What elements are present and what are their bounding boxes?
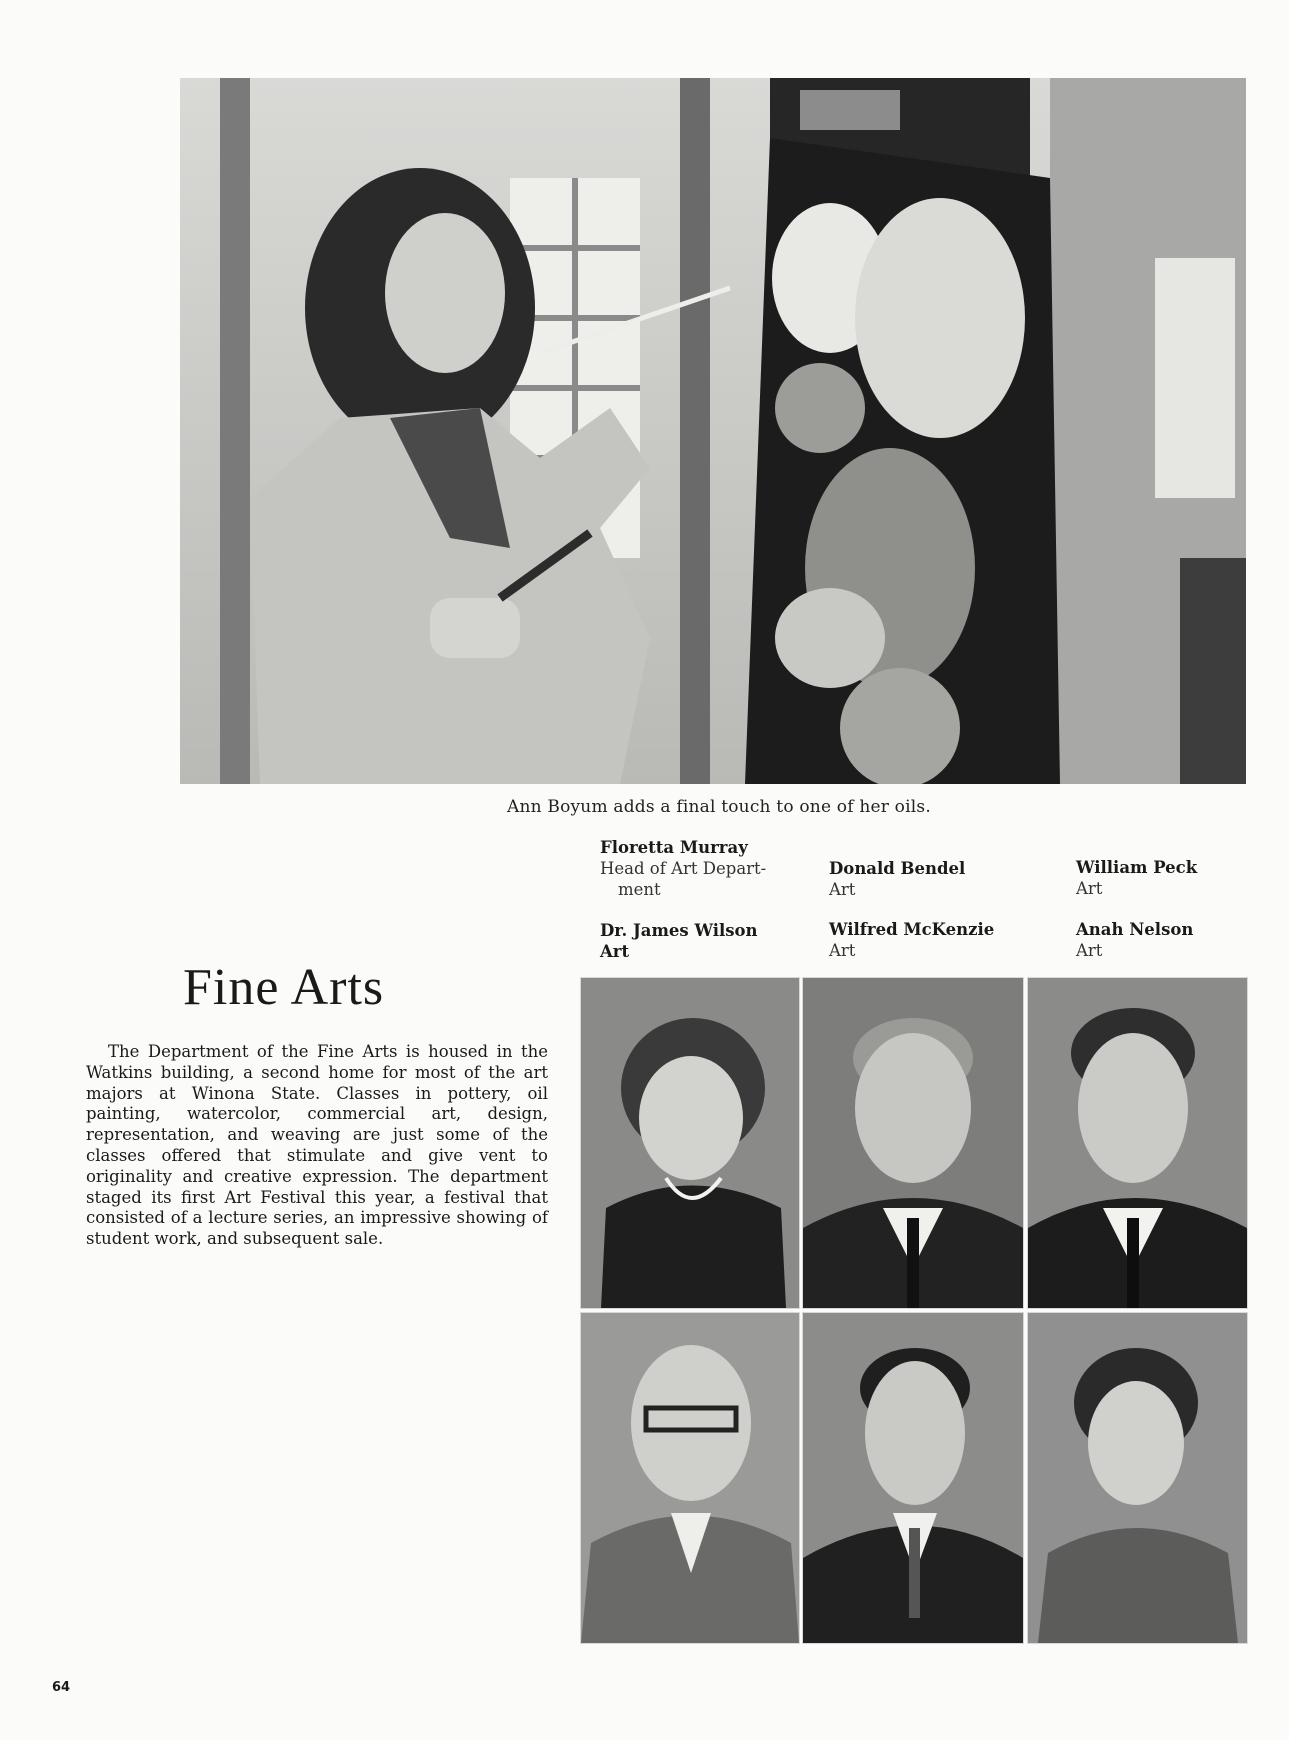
section-title: Fine Arts (183, 959, 385, 1016)
faculty-label-wilson (600, 920, 758, 962)
main-photo-student-painting (180, 78, 1246, 784)
faculty-name: Donald Bendel (829, 859, 966, 878)
faculty-name: Anah Nelson (1076, 920, 1194, 939)
faculty-label-mckenzie (829, 919, 994, 961)
portrait-wilson (580, 1312, 800, 1644)
portrait-murray (580, 977, 800, 1309)
section-body-text: The Department of the Fine Arts is housed in the Watkins building, a second home for most of the art majors at Winona State. Classes in pottery, oil painting, watercolor, commercial art, design, representation, and weaving are just some of the classes offered that stimulate and give vent to originality and creative expression. The department staged its first Art Festival this year, a festival that consisted of a lecture series, an impressive showing of student work, and subsequent sale. (86, 1042, 548, 1249)
portrait-nelson (1027, 1312, 1248, 1644)
faculty-title: Art (600, 942, 630, 961)
faculty-name: William Peck (1076, 858, 1198, 877)
faculty-label-bendel (829, 858, 965, 900)
faculty-label-murray (600, 837, 766, 900)
faculty-title: Art (829, 941, 856, 960)
faculty-title: Head of Art Depart- (600, 859, 767, 878)
faculty-title: Art (1076, 941, 1103, 960)
page-number: 64 (52, 1680, 71, 1695)
portrait-peck (1027, 977, 1248, 1309)
faculty-name: Dr. James Wilson (600, 921, 758, 940)
faculty-name: Floretta Murray (600, 838, 748, 857)
portrait-bendel (802, 977, 1024, 1309)
faculty-title: Art (829, 880, 856, 899)
portrait-mckenzie (802, 1312, 1024, 1644)
photo-caption: Ann Boyum adds a final touch to one of her oils. (507, 797, 931, 817)
faculty-label-peck (1076, 857, 1197, 899)
faculty-title: Art (1076, 879, 1103, 898)
faculty-name: Wilfred McKenzie (829, 920, 995, 939)
faculty-title-cont: ment (618, 880, 661, 899)
faculty-label-nelson (1076, 919, 1193, 961)
